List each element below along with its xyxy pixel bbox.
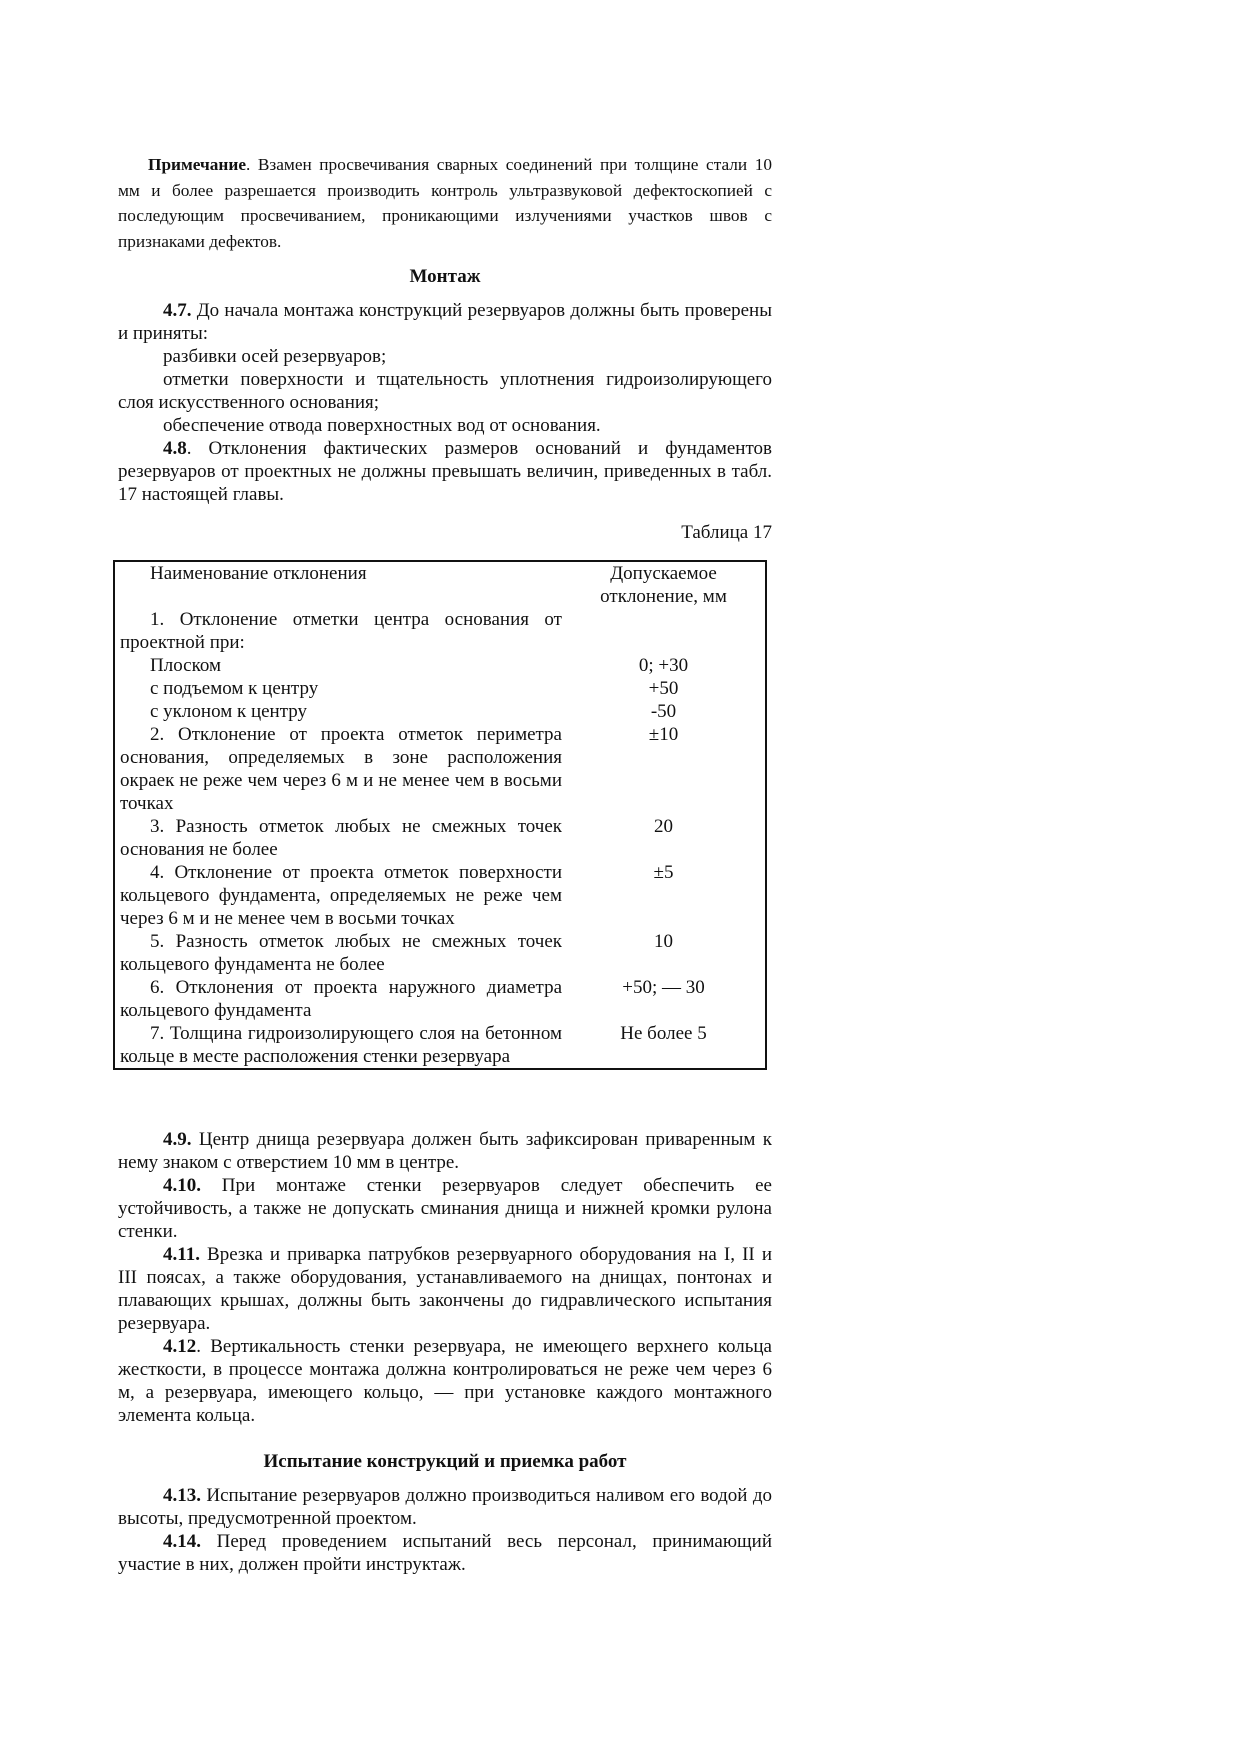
after-table-body [118, 1128, 772, 1427]
paragraph-text: . Вертикальность стенки резервуара, не имеющего верхнего кольца жесткости, в процессе монтажа должна контролироваться не реже чем через 6 м, а резервуара, имеющего кольцо, — при установке каждого монтажного элемента кольца. [118, 1336, 772, 1426]
paragraph-4-14 [118, 1530, 772, 1576]
paragraph-4-11 [118, 1243, 772, 1335]
row-name: 2. Отклонение от проекта отметок периметра основания, определяемых в зоне расположения окраек не реже чем через 6 м и не менее чем в восьми точках [120, 724, 562, 814]
row-subname: Плоском [150, 655, 222, 676]
row-value: +50 [648, 678, 679, 699]
paragraph-number: 4.14. [163, 1531, 201, 1552]
section-title-testing: Испытание конструкций и приемка работ [263, 1451, 627, 1472]
row-name: 1. Отклонение отметки центра основания от проектной при: [120, 609, 562, 653]
paragraph-4-13 [118, 1484, 772, 1530]
paragraph-number: 4.7. [163, 300, 192, 321]
row-name: 3. Разность отметок любых не смежных точек основания не более [120, 816, 562, 860]
paragraph-number: 4.13. [163, 1485, 201, 1506]
paragraph-number: 4.9. [163, 1129, 192, 1150]
row-name: 6. Отклонения от проекта наружного диаметра кольцевого фундамента [120, 977, 562, 1021]
header-value-line2: отклонение, мм [600, 586, 727, 607]
table-row [114, 861, 766, 930]
row-name: 5. Разность отметок любых не смежных точек кольцевого фундамента не более [120, 931, 562, 975]
table-row [114, 930, 766, 976]
paragraph-text: Врезка и приварка патрубков резервуарного оборудования на I, II и III поясах, а также оборудования, устанавливаемого на днищах, понтонах и плавающих крышах, должны быть закончены до гидравлического испытания резервуара. [118, 1244, 772, 1334]
paragraph-number: 4.10. [163, 1175, 201, 1196]
paragraph-text: . Отклонения фактических размеров оснований и фундаментов резервуаров от проектных не должны превышать величин, приведенных в табл. 17 настоящей главы. [118, 438, 772, 505]
list-item: обеспечение отвода поверхностных вод от основания. [163, 415, 601, 436]
table-row [114, 976, 766, 1022]
row-value: Не более 5 [620, 1023, 707, 1044]
paragraph-text: Перед проведением испытаний весь персонал, принимающий участие в них, должен пройти инструктаж. [118, 1531, 772, 1575]
row-name: 7. Толщина гидроизолирующего слоя на бетонном кольце в месте расположения стенки резервуара [120, 1023, 562, 1067]
row-value: +50; — 30 [622, 977, 705, 998]
paragraph-text: Испытание резервуаров должно производиться наливом его водой до высоты, предусмотренной проектом. [118, 1485, 772, 1529]
table-header-row [114, 561, 766, 608]
paragraph-4-7 [118, 299, 772, 345]
list-item: отметки поверхности и тщательность уплотнения гидроизолирующего слоя искусственного основания; [118, 369, 772, 413]
header-value-line1: Допускаемое [610, 563, 717, 584]
row-value: -50 [650, 701, 677, 722]
table-row [114, 723, 766, 815]
section-montage-body [118, 299, 772, 506]
header-name: Наименование отклонения [150, 563, 367, 584]
row-subname: с уклоном к центру [150, 701, 308, 722]
table-row [114, 1022, 766, 1069]
paragraph-text: До начала монтажа конструкций резервуаров должны быть проверены и приняты: [118, 300, 772, 344]
table-row [114, 608, 766, 723]
paragraph-4-9 [118, 1128, 772, 1174]
row-value: 10 [654, 931, 673, 952]
paragraph-text: При монтаже стенки резервуаров следует обеспечить ее устойчивость, а также не допускать сминания днища и нижней кромки рулона стенки. [118, 1175, 772, 1242]
paragraph-4-12 [118, 1335, 772, 1427]
row-value: 0; +30 [638, 655, 689, 676]
row-subname: с подъемом к центру [150, 678, 319, 699]
row-value: ±10 [648, 724, 679, 745]
section-title-montage: Монтаж [409, 266, 481, 287]
table-row [114, 815, 766, 861]
section-testing-body [118, 1484, 772, 1576]
note-text: . Взамен просвечивания сварных соединений при толщине стали 10 мм и более разрешается производить контроль ультразвуковой дефектоскопией с последующим просвечиванием, проникающими излучениями участков швов с признаками дефектов. [118, 155, 772, 251]
row-name: 4. Отклонение от проекта отметок поверхности кольцевого фундамента, определяемых не реже чем через 6 м и не менее чем в восьми точках [120, 862, 562, 929]
paragraph-text: Центр днища резервуара должен быть зафиксирован приваренным к нему знаком с отверстием 10 мм в центре. [118, 1129, 772, 1173]
list-item: разбивки осей резервуаров; [163, 346, 387, 367]
paragraph-number: 4.12 [163, 1336, 197, 1357]
note-label: Примечание [148, 155, 246, 174]
paragraph-number: 4.8 [163, 438, 187, 459]
deviations-table [113, 560, 767, 1070]
row-value: ±5 [653, 862, 674, 883]
row-value: 20 [654, 816, 673, 837]
paragraph-4-8 [118, 437, 772, 506]
table-caption: Таблица 17 [681, 522, 772, 543]
paragraph-4-10 [118, 1174, 772, 1243]
paragraph-number: 4.11. [163, 1244, 200, 1265]
note-paragraph [118, 152, 772, 254]
